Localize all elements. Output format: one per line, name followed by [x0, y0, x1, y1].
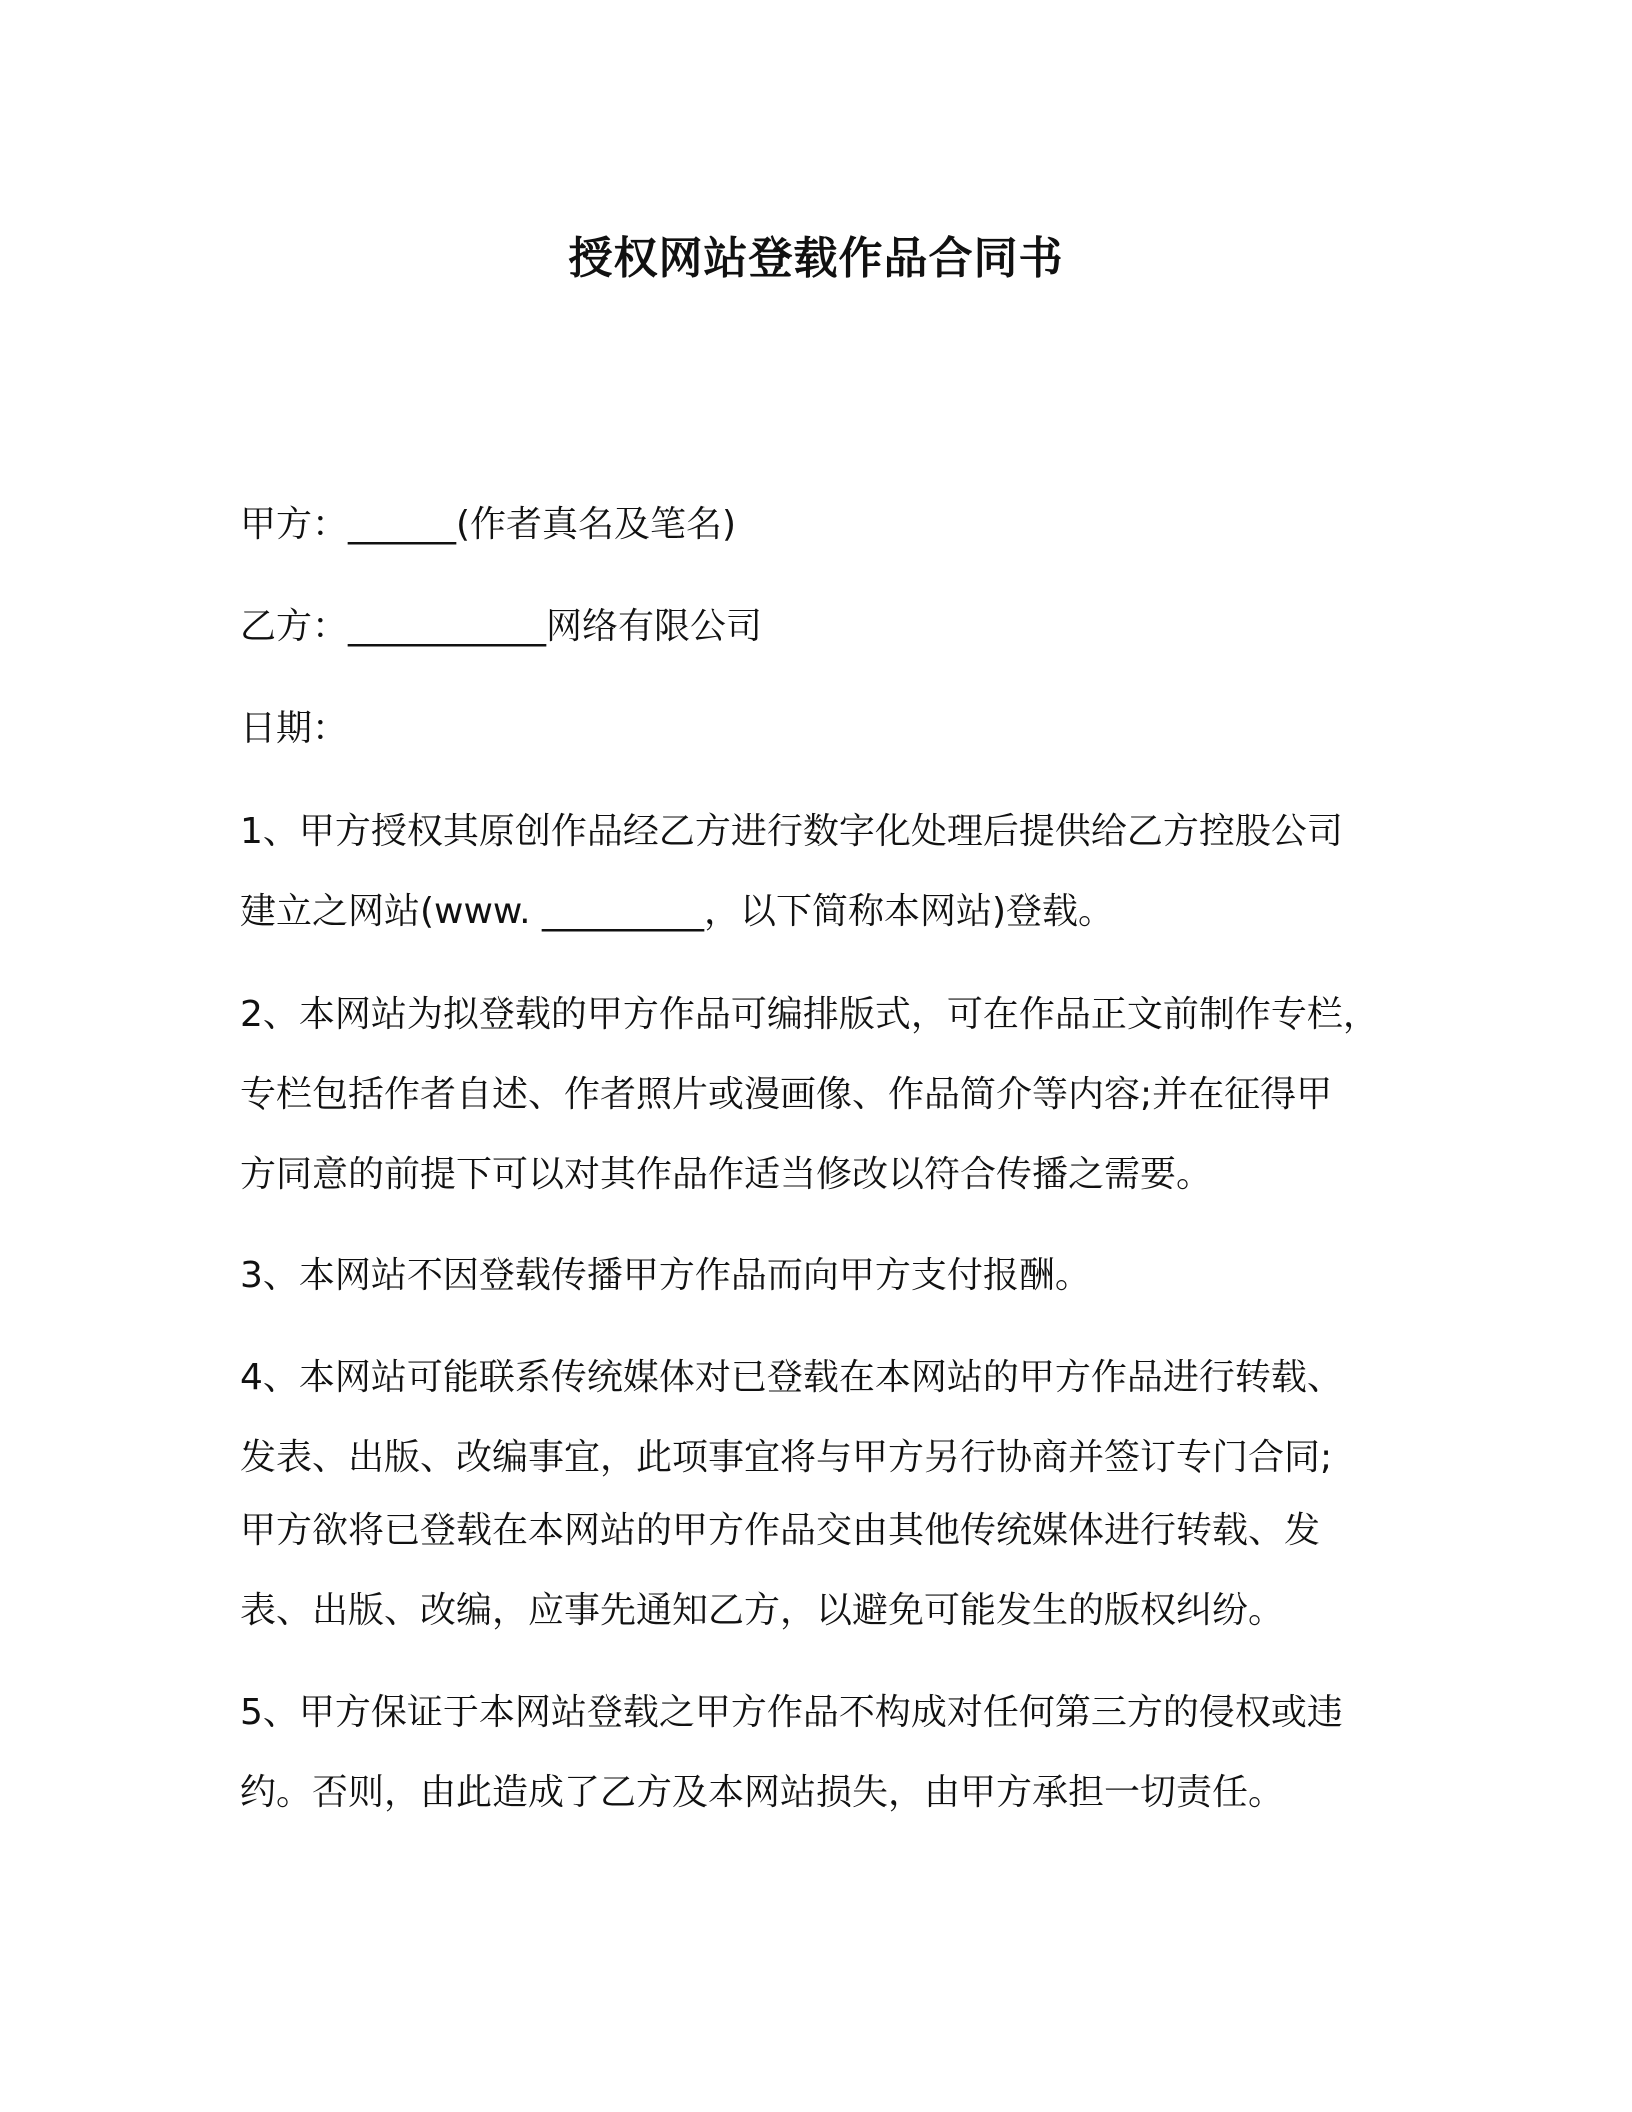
clause-5-line-1: 5、甲方保证于本网站登载之甲方作品不构成对任何第三方的侵权或违 [240, 1692, 1343, 1733]
clause-1-line-2: 建立之网站(www. _________，以下简称本网站)登载。 [240, 891, 1115, 932]
date-line: 日期： [240, 708, 349, 749]
clause-4-line-4: 表、出版、改编，应事先通知乙方，以避免可能发生的版权纠纷。 [240, 1590, 1285, 1631]
party-b-line: 乙方：___________网络有限公司 [240, 606, 763, 647]
clause-2-line-1: 2、本网站为拟登载的甲方作品可编排版式，可在作品正文前制作专栏， [240, 994, 1379, 1035]
clause-4-line-3: 甲方欲将已登载在本网站的甲方作品交由其他传统媒体进行转载、发 [240, 1510, 1321, 1551]
clause-1-line-1: 1、甲方授权其原创作品经乙方进行数字化处理后提供给乙方控股公司 [240, 811, 1343, 852]
clause-5-line-2: 约。否则，由此造成了乙方及本网站损失，由甲方承担一切责任。 [240, 1772, 1285, 1813]
clause-4-line-1: 4、本网站可能联系传统媒体对已登载在本网站的甲方作品进行转载、 [240, 1357, 1343, 1398]
document-title: 授权网站登载作品合同书 [568, 233, 1064, 284]
clause-2-line-3: 方同意的前提下可以对其作品作适当修改以符合传播之需要。 [240, 1154, 1213, 1195]
clause-2-line-2: 专栏包括作者自述、作者照片或漫画像、作品简介等内容;并在征得甲 [240, 1074, 1333, 1115]
clause-4-line-2: 发表、出版、改编事宜，此项事宜将与甲方另行协商并签订专门合同; [240, 1437, 1333, 1478]
clause-3-line-1: 3、本网站不因登载传播甲方作品而向甲方支付报酬。 [240, 1255, 1091, 1296]
party-a-line: 甲方：______(作者真名及笔名) [240, 504, 737, 545]
